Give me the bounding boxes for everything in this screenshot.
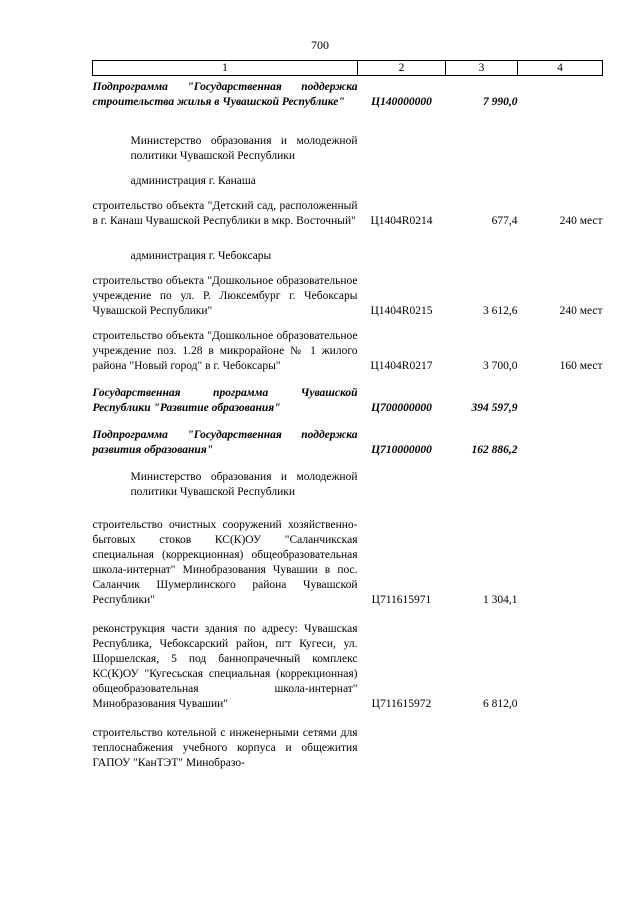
row-note	[518, 458, 603, 500]
row-note: 240 мест	[559, 305, 603, 317]
table-row	[93, 500, 603, 608]
table-row	[93, 229, 603, 264]
table-row	[93, 319, 603, 374]
column-header-3: 3	[446, 61, 518, 76]
row-amount	[446, 229, 518, 264]
row-amount	[446, 712, 518, 771]
row-note: 160 мест	[559, 360, 603, 372]
row-name: Подпрограмма "Государственная поддержка строительства жилья в Чувашской Республике"	[92, 81, 358, 108]
row-code	[358, 164, 446, 189]
row-name: строительство объекта "Детский сад, расположенный в г. Канаш Чувашской Республики в мкр. Восточный"	[92, 200, 358, 227]
row-code: Ц1404R0217	[370, 360, 433, 372]
table-header	[93, 61, 603, 76]
row-name: строительство очистных сооружений хозяйственно-бытовых стоков КС(К)ОУ "Саланчикская специальная (коррекционная) общеобразовательная школа-интернат" Минобразования Чувашии в пос. Саланчик Шумерлинского района Чувашской Республики"	[92, 519, 358, 606]
row-name: Министерство образования и молодежной политики Чувашской Республики	[130, 135, 358, 162]
table-row	[93, 608, 603, 712]
row-name: Государственная программа Чувашской Республики "Развитие образования"	[92, 387, 358, 414]
row-name: реконструкция части здания по адресу: Чувашская Республика, Чебоксарский район, пгт Кугеси, ул. Шоршелская, 5 под баннопрачечный комплекс КС(К)ОУ "Кугесьская специальная (коррекционная) общеобразовательная школа-интернат" Минобразования Чувашии"	[92, 623, 358, 710]
table-row	[93, 189, 603, 229]
row-code	[358, 110, 446, 164]
row-code: Ц711615972	[371, 698, 432, 710]
column-header-1: 1	[93, 61, 358, 76]
budget-table	[92, 60, 603, 771]
row-code	[358, 458, 446, 500]
row-note	[518, 712, 603, 771]
row-amount: 3 700,0	[483, 360, 518, 372]
row-note	[518, 500, 603, 608]
page-number: 700	[311, 38, 329, 52]
row-code: Ц700000000	[371, 402, 432, 414]
row-code	[358, 229, 446, 264]
table-body	[93, 76, 603, 772]
row-name: строительство объекта "Дошкольное образовательное учреждение по ул. Р. Люксембург г. Чебоксары Чувашской Республики"	[92, 275, 358, 317]
row-name: администрация г. Канаша	[130, 175, 256, 187]
row-amount: 3 612,6	[483, 305, 518, 317]
row-note	[518, 110, 603, 164]
column-header-4: 4	[518, 61, 603, 76]
table-row	[93, 110, 603, 164]
row-code: Ц140000000	[371, 96, 432, 108]
row-name: Подпрограмма "Государственная поддержка развития образования"	[92, 429, 358, 456]
row-amount: 677,4	[491, 215, 518, 227]
table-row	[93, 416, 603, 458]
row-code: Ц710000000	[371, 444, 432, 456]
row-amount: 1 304,1	[483, 594, 518, 606]
column-header-2: 2	[358, 61, 446, 76]
row-note	[518, 229, 603, 264]
row-code	[358, 712, 446, 771]
table-row	[93, 374, 603, 416]
row-code: Ц1404R0214	[370, 215, 433, 227]
row-amount: 394 597,9	[471, 402, 518, 414]
table-row	[93, 76, 603, 111]
row-note	[518, 374, 603, 416]
row-name: строительство объекта "Дошкольное образовательное учреждение поз. 1.28 в микрорайоне № 1 жилого района "Новый город" в г. Чебоксары"	[92, 330, 358, 372]
row-code: Ц711615971	[371, 594, 432, 606]
row-note	[518, 164, 603, 189]
row-amount: 6 812,0	[483, 698, 518, 710]
row-name: Министерство образования и молодежной политики Чувашской Республики	[130, 471, 358, 498]
table-row	[93, 164, 603, 189]
row-note	[518, 416, 603, 458]
row-amount	[446, 458, 518, 500]
row-amount	[446, 164, 518, 189]
row-note: 240 мест	[559, 215, 603, 227]
row-amount: 7 990,0	[483, 96, 518, 108]
table-row	[93, 712, 603, 771]
row-amount	[446, 110, 518, 164]
row-name: строительство котельной с инженерными сетями для теплоснабжения учебного корпуса и общежития ГАПОУ "КанТЭТ" Минобразо-	[92, 727, 358, 769]
row-amount: 162 886,2	[471, 444, 518, 456]
row-code: Ц1404R0215	[370, 305, 433, 317]
row-note	[518, 76, 603, 111]
row-note	[518, 608, 603, 712]
table-row	[93, 458, 603, 500]
row-name: администрация г. Чебоксары	[130, 250, 272, 262]
table-row	[93, 264, 603, 319]
